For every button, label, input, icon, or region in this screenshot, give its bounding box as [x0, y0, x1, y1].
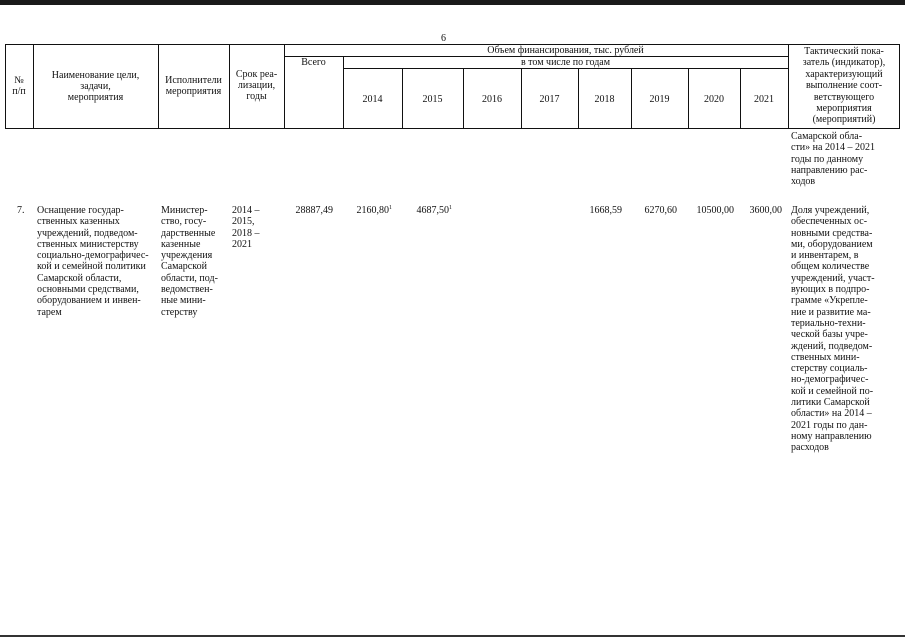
- row7-2019: 6270,60: [644, 205, 677, 216]
- continuation-indicator-text: Самарской обла- сти» на 2014 – 2021 годы по данному направлению рас- ходов: [791, 131, 875, 188]
- row7-total: 28887,49: [295, 205, 333, 216]
- header-year-2017: 2017: [539, 94, 560, 105]
- header-indicator: Тактический пока- затель (индикатор), характеризующий выполнение соот- ветствующего мероприятия (мероприятий): [802, 46, 886, 126]
- row7-2015-footnote: 1: [449, 205, 452, 211]
- row7-2014-value: 2160,80: [356, 205, 389, 216]
- row7-2014: [343, 205, 392, 216]
- bottom-border: [0, 635, 905, 637]
- header-name: Наименование цели, задачи, мероприятия: [51, 70, 140, 103]
- row7-executor: Министер- ство, госу- дарственные казенные учреждения Самарской области, под- ведомствен- ные мини- стерству: [161, 205, 218, 318]
- header-year-2014: 2014: [362, 94, 383, 105]
- header-bottom-line: [5, 128, 900, 129]
- header-year-2019: 2019: [649, 94, 670, 105]
- row7-2014-footnote: 1: [389, 205, 392, 211]
- header-executors: Исполнители мероприятия: [165, 75, 222, 97]
- header-year-2018: 2018: [594, 94, 615, 105]
- header-term: Срок реа- лизации, годы: [235, 69, 278, 102]
- row7-2018: 1668,59: [589, 205, 622, 216]
- row7-2020: 10500,00: [696, 205, 734, 216]
- row7-name: Оснащение государ- ственных казенных учреждений, подведом- ственных министерству социально-демографичес- кой и семейной политики Самарской области, основными средствами, оборудованием и инвен- тарем: [37, 205, 149, 318]
- row7-2015: [402, 205, 452, 216]
- header-year-2015: 2015: [422, 94, 443, 105]
- header-number: № п/п: [12, 75, 26, 97]
- header-year-2016: 2016: [482, 94, 502, 105]
- row7-number: 7.: [17, 205, 25, 216]
- row7-2021: 3600,00: [749, 205, 782, 216]
- col-line-14: [899, 44, 900, 129]
- header-year-2020: 2020: [704, 94, 724, 105]
- page-number: 6: [441, 33, 446, 44]
- header-by-years: в том числе по годам: [520, 57, 611, 68]
- header-years-divider: [343, 68, 788, 69]
- header-year-2021: 2021: [754, 94, 774, 105]
- header-financing: Объем финансирования, тыс. рублей: [487, 45, 644, 56]
- top-border: [0, 0, 905, 5]
- row7-indicator: Доля учреждений, обеспеченных ос- новными средства- ми, оборудованием и инвентарем, в общем количестве учреждений, участ- вующих в подпро- грамме «Укрепле- ние и развитие ма- териально-техни- ческой базы учре- ждений, подведом- ственных мини- стерству социаль- но-демографичес- кой и семейной по- литики Самарской области» на 2014 – 2021 годы по дан- ному направлению расходов: [791, 205, 875, 454]
- row7-term: 2014 – 2015, 2018 – 2021: [232, 205, 260, 250]
- row7-2015-value: 4687,50: [416, 205, 449, 216]
- header-total: Всего: [301, 57, 326, 68]
